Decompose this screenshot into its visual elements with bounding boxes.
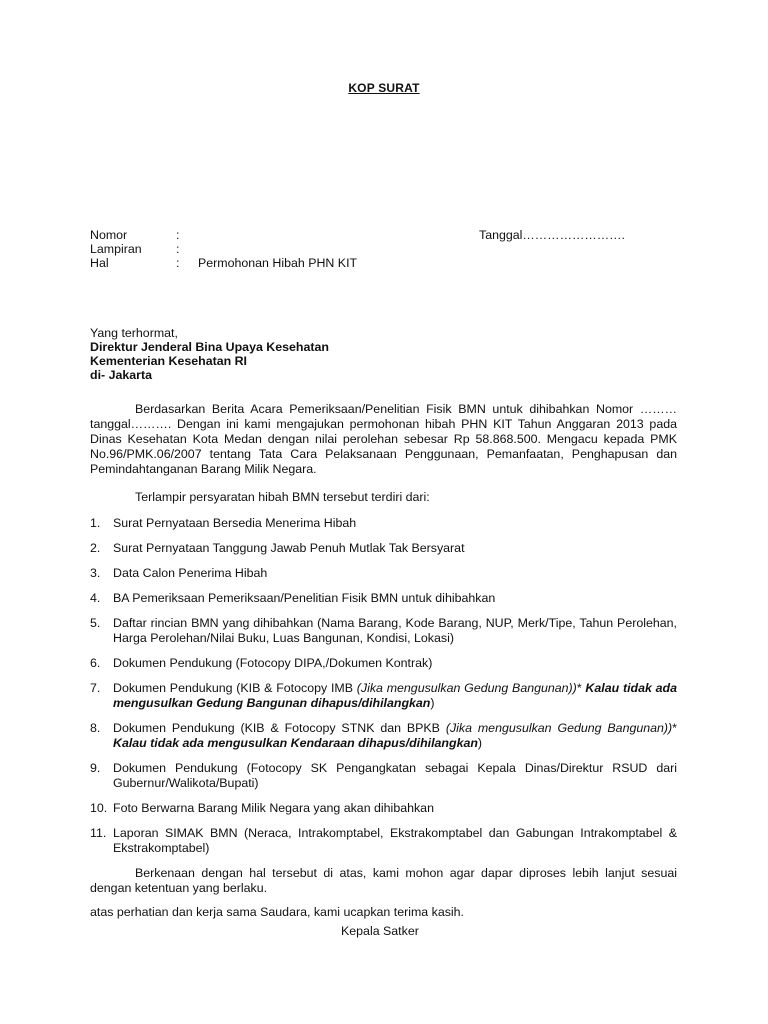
list-item: 3. Data Calon Penerima Hibah: [90, 566, 268, 580]
hal-value: Permohonan Hibah PHN KIT: [198, 256, 358, 270]
letterhead-title: KOP SURAT: [348, 81, 420, 95]
signature-title: Kepala Satker: [341, 924, 419, 938]
thanks-line: atas perhatian dan kerja sama Saudara, kami ucapkan terima kasih.: [90, 905, 464, 919]
body-paragraph-2: Terlampir persyaratan hibah BMN tersebut terdiri dari:: [135, 490, 430, 504]
list-item: 6. Dokumen Pendukung (Fotocopy DIPA,/Dokumen Kontrak): [90, 656, 433, 670]
letter-body: [90, 402, 677, 920]
list-item: 8. Dokumen Pendukung (KIB & Fotocopy STNK dan BPKB (Jika mengusulkan Gedung Bangunan))* Kalau tidak ada mengusulkan Kendaraan dihapus/dihilangkan): [90, 721, 677, 750]
nomor-colon: :: [176, 228, 180, 242]
nomor-label: Nomor: [90, 228, 128, 242]
list-item: 2. Surat Pernyataan Tanggung Jawab Penuh Mutlak Tak Bersyarat: [90, 541, 465, 555]
lampiran-colon: :: [176, 242, 180, 256]
recipient-line-3: di- Jakarta: [90, 368, 152, 382]
requirements-list: [90, 516, 677, 856]
list-item: 9. Dokumen Pendukung (Fotocopy SK Pengangkatan sebagai Kepala Dinas/Direktur RSUD dari Gubernur/Walikota/Bupati): [90, 761, 677, 790]
list-item: 4. BA Pemeriksaan Pemeriksaan/Penelitian Fisik BMN untuk dihibahkan: [90, 591, 496, 605]
list-item: 11. Laporan SIMAK BMN (Neraca, Intrakomptabel, Ekstrakomptabel dan Gabungan Intrakomptabel & Ekstrakomptabel): [90, 826, 677, 855]
list-item: 1. Surat Pernyataan Bersedia Menerima Hibah: [90, 516, 357, 530]
meta-hal: [90, 256, 690, 270]
recipient-line-1: Direktur Jenderal Bina Upaya Kesehatan: [90, 340, 329, 354]
greeting: Yang terhormat,: [90, 326, 178, 340]
list-item: 5. Daftar rincian BMN yang dihibahkan (Nama Barang, Kode Barang, NUP, Merk/Tipe, Tahun Perolehan, Harga Perolehan/Nilai Buku, Luas Bangunan, Kondisi, Lokasi): [90, 616, 677, 645]
list-item: 10. Foto Berwarna Barang Milik Negara yang akan dihibahkan: [90, 801, 434, 815]
list-item: 7. Dokumen Pendukung (KIB & Fotocopy IMB (Jika mengusulkan Gedung Bangunan))* Kalau tidak ada mengusulkan Gedung Bangunan dihapus/dihilangkan): [90, 681, 677, 710]
closing-paragraph: Berkenaan dengan hal tersebut di atas, kami mohon agar dapar diproses lebih lanjut sesuai dengan ketentuan yang berlaku.: [90, 866, 677, 895]
meta-lampiran: [90, 242, 690, 256]
body-paragraph-1: Berdasarkan Berita Acara Pemeriksaan/Penelitian Fisik BMN untuk dihibahkan Nomor ………tanggal………. Dengan ini kami mengajukan permohonan hibah PHN KIT Tahun Anggaran 2013 pada Dinas Kesehatan Kota Medan dengan nilai perolehan sebesar Rp 58.868.500. Mengacu kepada PMK No.96/PMK.06/2007 tentang Tata Cara Pelaksanaan Penggunaan, Pemanfaatan, Penghapusan dan Pemindahtanganan Barang Milik Negara.: [90, 402, 677, 476]
hal-colon: :: [176, 256, 180, 270]
hal-label: Hal: [90, 256, 109, 270]
recipient-line-2: Kementerian Kesehatan RI: [90, 354, 248, 368]
recipient-address: [90, 326, 329, 382]
lampiran-label: Lampiran: [90, 242, 142, 256]
date-field: Tanggal…………………….: [479, 228, 625, 242]
